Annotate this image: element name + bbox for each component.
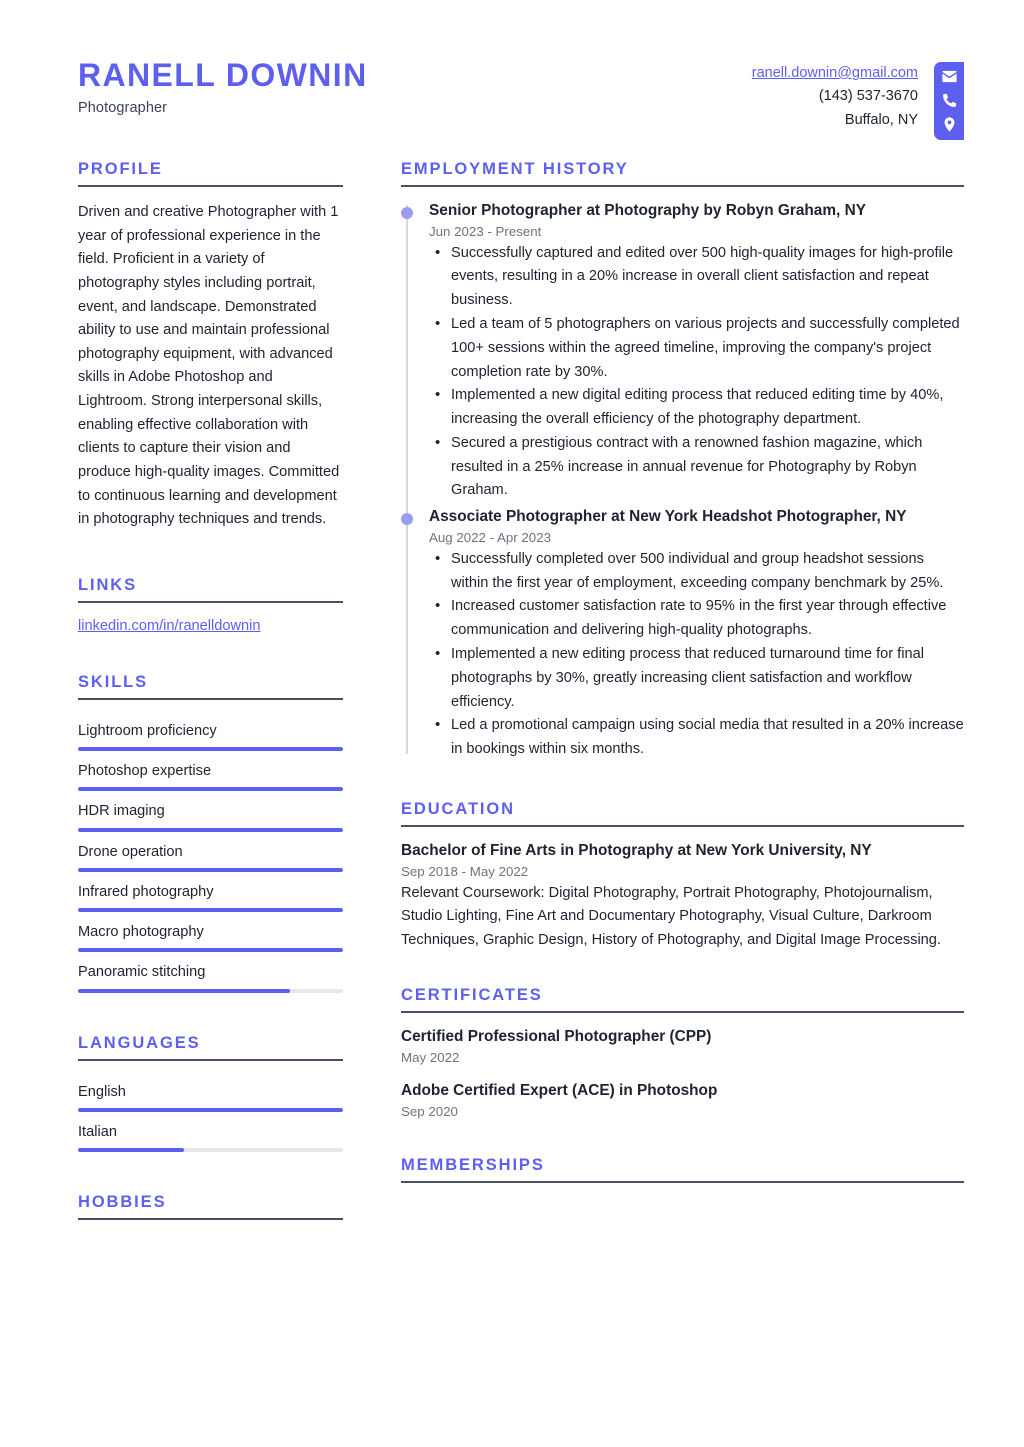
section-divider — [78, 1059, 343, 1061]
section-heading-skills: SKILLS — [78, 672, 149, 691]
skill-meter-track — [78, 989, 343, 993]
spacer — [78, 1155, 343, 1193]
spacer — [78, 532, 343, 576]
employment-bullets — [429, 242, 964, 504]
envelope-icon — [941, 68, 958, 85]
skill-meter-fill — [78, 989, 290, 993]
spacer — [401, 766, 964, 800]
certificate-date: May 2022 — [401, 1050, 460, 1066]
resume-body — [0, 160, 1024, 1234]
language-item — [78, 1115, 343, 1152]
employment-entry — [429, 201, 964, 503]
section-heading-hobbies: HOBBIES — [78, 1193, 167, 1212]
section-heading-profile: PROFILE — [78, 160, 163, 178]
contact-block — [752, 62, 918, 132]
spacer — [401, 1122, 964, 1156]
section-heading-languages: LANGUAGES — [78, 1033, 201, 1052]
skill-label: HDR imaging — [78, 803, 165, 820]
skill-label: Lightroom proficiency — [78, 722, 217, 739]
skill-item — [78, 915, 343, 952]
certificate-title: Certified Professional Photographer (CPP) — [401, 1028, 712, 1046]
section-heading-memberships: MEMBERSHIPS — [401, 1155, 545, 1174]
column-gap — [343, 160, 401, 1234]
section-education — [401, 800, 964, 953]
skill-meter-fill — [78, 908, 343, 912]
language-label: English — [78, 1083, 126, 1100]
email-link[interactable]: ranell.downin@gmail.com — [751, 65, 918, 81]
section-heading-certificates: CERTIFICATES — [401, 986, 543, 1005]
spacer — [401, 952, 964, 986]
education-description: Relevant Coursework: Digital Photography, Portrait Photography, Photojournalism, Studio Lighting, Fine Art and Documentary Photography, Visual Culture, Darkroom Techniques, Graphic Design, History of Photography, and Digital Image Processing. — [401, 884, 941, 948]
skill-meter-track — [78, 948, 343, 952]
section-divider — [78, 698, 343, 700]
section-divider — [401, 825, 964, 827]
employment-timeline — [401, 201, 964, 762]
section-divider — [401, 1181, 964, 1183]
skill-item — [78, 714, 343, 751]
phone-text: (143) 537-3670 — [818, 88, 918, 105]
skill-meter-fill — [78, 828, 343, 832]
section-employment — [401, 160, 964, 762]
section-divider — [78, 185, 343, 187]
employment-bullets — [429, 548, 964, 762]
skill-meter-track — [78, 828, 343, 832]
language-item — [78, 1075, 343, 1112]
skill-meter-fill — [78, 948, 343, 952]
language-meter-track — [78, 1108, 343, 1112]
certificate-entry — [401, 1027, 964, 1065]
skill-meter-fill — [78, 868, 343, 872]
skill-item — [78, 794, 343, 831]
employment-title: Associate Photographer at New York Headshot Photographer, NY — [429, 508, 907, 526]
skill-label: Infrared photography — [78, 883, 214, 900]
section-links — [78, 576, 343, 635]
bullet-item: • Led a promotional campaign using social media that resulted in a 20% increase in bookings within six months. — [429, 714, 964, 762]
education-date: Sep 2018 - May 2022 — [401, 863, 529, 879]
employment-entry — [429, 507, 964, 762]
spacer — [78, 635, 343, 673]
bullet-item: • Secured a prestigious contract with a renowned fashion magazine, which resulted in a 25% increase in annual revenue for Photography by Robyn Graham. — [429, 432, 964, 503]
bullet-item: • Led a team of 5 photographers on various projects and successfully completed 100+ sessions within the agreed timeline, improving the company's project completion rate by 30%. — [429, 313, 964, 384]
certificate-entry — [401, 1081, 964, 1119]
location-pin-icon — [941, 116, 958, 133]
section-languages — [78, 1034, 343, 1152]
bullet-item: • Implemented a new editing process that reduced turnaround time for final photographs by 30%, greatly increasing client satisfaction and workflow efficiency. — [429, 643, 964, 714]
section-heading-employment: EMPLOYMENT HISTORY — [401, 160, 629, 178]
skill-meter-track — [78, 787, 343, 791]
employment-date: Jun 2023 - Present — [429, 223, 542, 239]
contact-icon-bar — [934, 62, 964, 140]
sidebar-column — [78, 160, 343, 1234]
phone-icon — [941, 92, 958, 109]
skill-item — [78, 754, 343, 791]
profile-text: Driven and creative Photographer with 1 year of professional experience in the field. Proficient in a variety of photography styles including portrait, event, and landscape. Demonstrated ability to use and maintain professional photography equipment, with advanced skills in Adobe Photoshop and Lightroom. Strong interpersonal skills, enabling effective collaboration with clients to capture their vision and produce high-quality images. Committed to continuous learning and development in photography techniques and trends. — [78, 204, 340, 528]
spacer — [78, 996, 343, 1034]
language-meter-fill — [78, 1148, 184, 1152]
skill-meter-track — [78, 747, 343, 751]
link-item-linkedin[interactable]: linkedin.com/in/ranelldownin — [78, 617, 261, 634]
languages-list — [78, 1075, 343, 1152]
main-column — [401, 160, 964, 1234]
page-title: RANELL DOWNIN — [78, 57, 368, 93]
bullet-item: • Successfully captured and edited over 500 high-quality images for high-profile events, resulting in a 20% increase in overall client satisfaction and repeat business. — [429, 242, 964, 313]
skill-label: Drone operation — [78, 843, 183, 860]
language-meter-track — [78, 1148, 343, 1152]
skill-label: Macro photography — [78, 924, 204, 941]
employment-date: Aug 2022 - Apr 2023 — [429, 529, 551, 545]
skill-item — [78, 835, 343, 872]
section-certificates — [401, 986, 964, 1118]
bullet-item: • Successfully completed over 500 individual and group headshot sessions within the first year of employment, exceeding company benchmark by 25%. — [429, 548, 964, 596]
section-skills — [78, 673, 343, 993]
skills-list — [78, 714, 343, 993]
skill-item — [78, 955, 343, 992]
bullet-item: • Increased customer satisfaction rate to 95% in the first year through effective communication and delivering high-quality photographs. — [429, 595, 964, 643]
location-text: Buffalo, NY — [844, 111, 918, 128]
section-divider — [401, 1011, 964, 1013]
skill-meter-track — [78, 868, 343, 872]
job-title: Photographer — [78, 99, 168, 116]
skill-meter-fill — [78, 787, 343, 791]
skill-meter-track — [78, 908, 343, 912]
skill-item — [78, 875, 343, 912]
bullet-item: • Implemented a new digital editing process that reduced editing time by 40%, increasing the overall efficiency of the photography department. — [429, 384, 964, 432]
section-heading-links: LINKS — [78, 575, 137, 594]
section-hobbies — [78, 1193, 343, 1220]
certificate-title: Adobe Certified Expert (ACE) in Photoshop — [401, 1082, 718, 1100]
education-title: Bachelor of Fine Arts in Photography at New York University, NY — [401, 841, 872, 859]
employment-title: Senior Photographer at Photography by Robyn Graham, NY — [429, 202, 866, 219]
skill-meter-fill — [78, 747, 343, 751]
name-block — [78, 58, 368, 116]
skill-label: Photoshop expertise — [78, 763, 212, 780]
skill-label: Panoramic stitching — [78, 964, 206, 981]
certificate-date: Sep 2020 — [401, 1103, 458, 1119]
section-memberships — [401, 1156, 964, 1183]
certificates-list — [401, 1027, 964, 1118]
education-list — [401, 841, 964, 953]
education-entry — [401, 841, 964, 953]
section-divider — [78, 601, 343, 603]
resume-header — [0, 0, 1024, 160]
language-label: Italian — [78, 1123, 117, 1140]
section-profile — [78, 160, 343, 532]
section-divider — [401, 185, 964, 187]
language-meter-fill — [78, 1108, 343, 1112]
section-divider — [78, 1218, 343, 1220]
section-heading-education: EDUCATION — [401, 799, 515, 818]
